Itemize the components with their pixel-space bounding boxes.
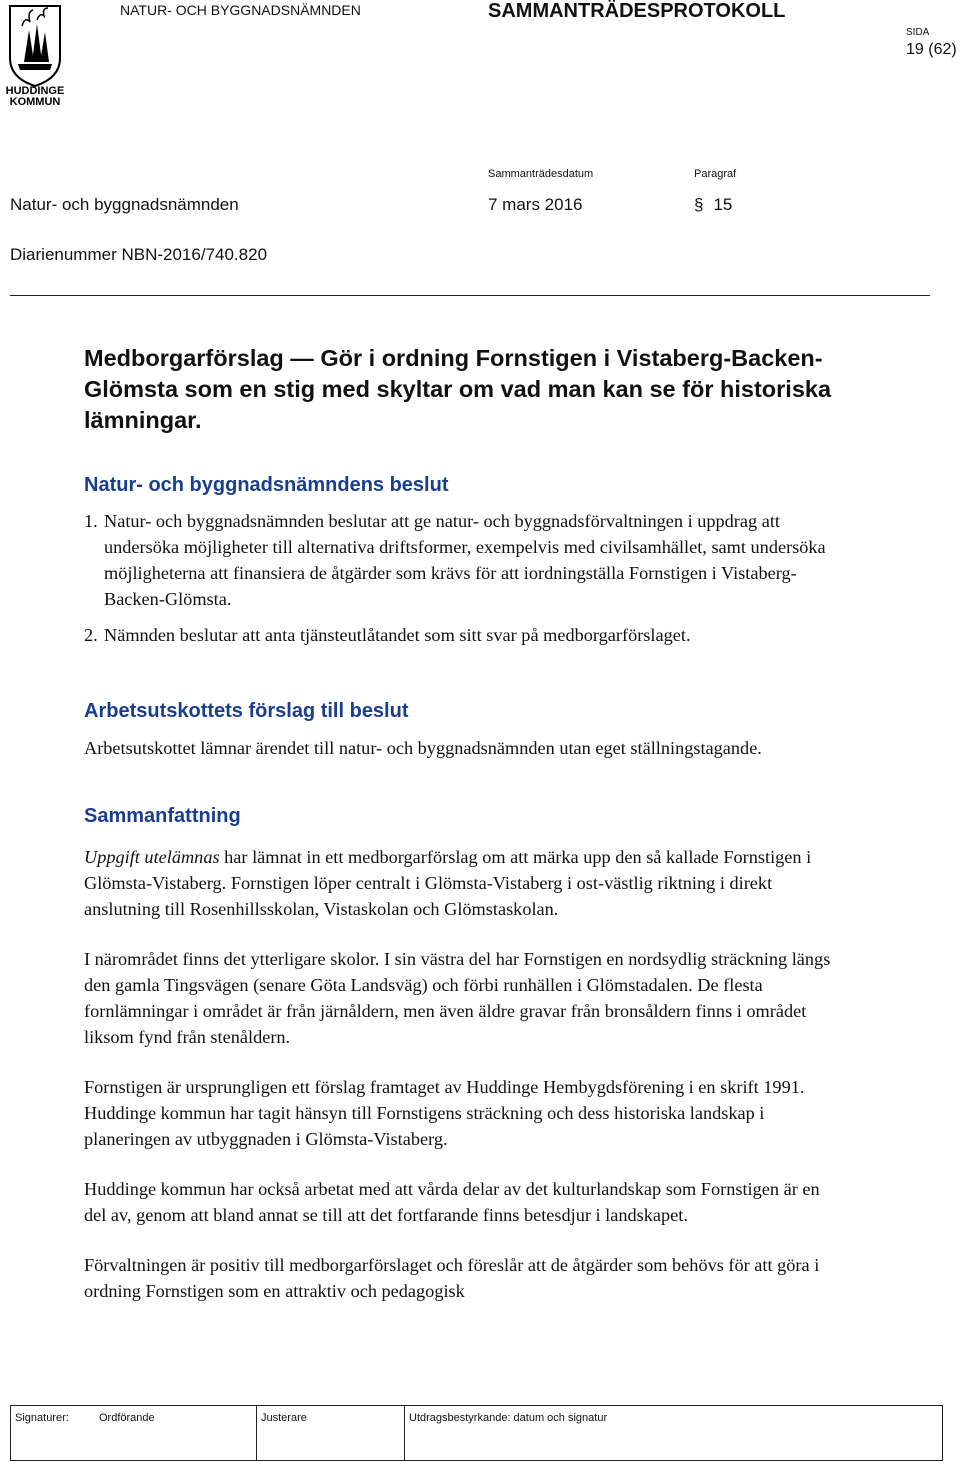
page-label: SIDA: [906, 27, 930, 38]
signature-table: [10, 1405, 943, 1461]
committee-proposal-heading: Arbetsutskottets förslag till beslut: [84, 700, 409, 722]
paragraf-value: 15: [713, 195, 733, 214]
logo-text-line2: KOMMUN: [9, 96, 61, 106]
paragraf-number: [694, 195, 732, 215]
main-content: [84, 343, 844, 1304]
case-title: Medborgarförslag — Gör i ordning Fornstigen i Vistaberg-Backen-Glömsta som en stig med skyltar om vad man kan se för historiska lämningar.: [84, 345, 832, 433]
section-sign-icon: §: [694, 195, 704, 214]
crest-icon: [4, 2, 66, 106]
paragraf-label: Paragraf: [694, 168, 737, 180]
decision-text: Natur- och byggnadsnämnden beslutar att ge natur- och byggnadsförvaltningen i uppdrag att undersöka möjligheter till alternativa driftsformer, exempelvis med civilsamhället, samt undersöka möjligheterna att finansiera de åtgärder som krävs för att iordningställa Fornstigen i Vistaberg-Backen-Glömsta.: [104, 511, 826, 609]
summary-paragraph-1-text: har lämnat in ett medborgarförslag om att märka upp den så kallade Fornstigen i Glömsta-Vistaberg. Fornstigen löper centralt i Glömsta-Vistaberg i ost-västlig riktning i direkt anslutning till Rosenhillsskolan, Vistaskolan och Glömstaskolan.: [84, 847, 812, 919]
decision-list: [84, 508, 844, 648]
huddinge-logo: [4, 2, 66, 106]
decision-item: [84, 508, 844, 612]
committee-name: Natur- och byggnadsnämnden: [10, 195, 239, 214]
meeting-date-label: Sammanträdesdatum: [488, 168, 594, 180]
decision-item: [84, 622, 844, 648]
page-number: 19 (62): [906, 41, 957, 58]
decision-number: 1.: [84, 511, 98, 531]
summary-paragraph-3: Fornstigen är ursprungligen ett förslag framtaget av Huddinge Hembygdsförening i en skrift 1991. Huddinge kommun har tagit hänsyn till Fornstigens sträckning och dess historiska landskap i planeringen av utbyggnaden i Glömsta-Vistaberg.: [84, 1077, 805, 1149]
decision-heading: Natur- och byggnadsnämndens beslut: [84, 474, 449, 496]
signature-divider: [256, 1406, 257, 1460]
decision-text: Nämnden beslutar att anta tjänsteutlåtandet som sitt svar på medborgarförslaget.: [104, 625, 691, 645]
meeting-date: 7 mars 2016: [488, 195, 583, 214]
adjuster-signature-field: Justerare: [261, 1412, 307, 1424]
summary-heading: Sammanfattning: [84, 805, 241, 827]
decision-number: 2.: [84, 625, 98, 645]
chairman-signature-field: Ordförande: [99, 1412, 155, 1424]
committee-proposal-text: Arbetsutskottet lämnar ärendet till natur- och byggnadsnämnden utan eget ställningstagande.: [84, 738, 762, 758]
summary-paragraph-2: I närområdet finns det ytterligare skolor. I sin västra del har Fornstigen en nordsydlig sträckning längs den gamla Tingsvägen (senare Göta Landsväg) och förbi runhällen i Glömstadalen. De flesta fornlämningar i området är från järnåldern, men även äldre gravar från bronsåldern finns i området liksom fynd från stenåldern.: [84, 949, 831, 1047]
logo-text-line1: HUDDINGE: [5, 85, 65, 97]
redacted-name: Uppgift utelämnas: [84, 847, 220, 867]
diarienummer: Diarienummer NBN-2016/740.820: [10, 245, 268, 264]
header-divider: [10, 295, 930, 296]
summary-paragraph-4: Huddinge kommun har också arbetat med att vårda delar av det kulturlandskap som Fornstigen är en del av, genom att bland annat se till att det fortfarande finns betesdjur i landskapet.: [84, 1179, 820, 1225]
document-type: SAMMANTRÄDESPROTOKOLL: [488, 0, 786, 22]
signatures-label: Signaturer:: [15, 1412, 69, 1424]
organization-name: NATUR- OCH BYGGNADSNÄMNDEN: [120, 2, 361, 18]
certified-signature-field: Utdragsbestyrkande: datum och signatur: [409, 1412, 608, 1424]
signature-divider: [404, 1406, 405, 1460]
summary-paragraph-1: [84, 844, 844, 922]
summary-paragraph-5: Förvaltningen är positiv till medborgarförslaget och föreslår att de åtgärder som behövs för att göra i ordning Fornstigen som en attraktiv och pedagogisk: [84, 1255, 820, 1301]
